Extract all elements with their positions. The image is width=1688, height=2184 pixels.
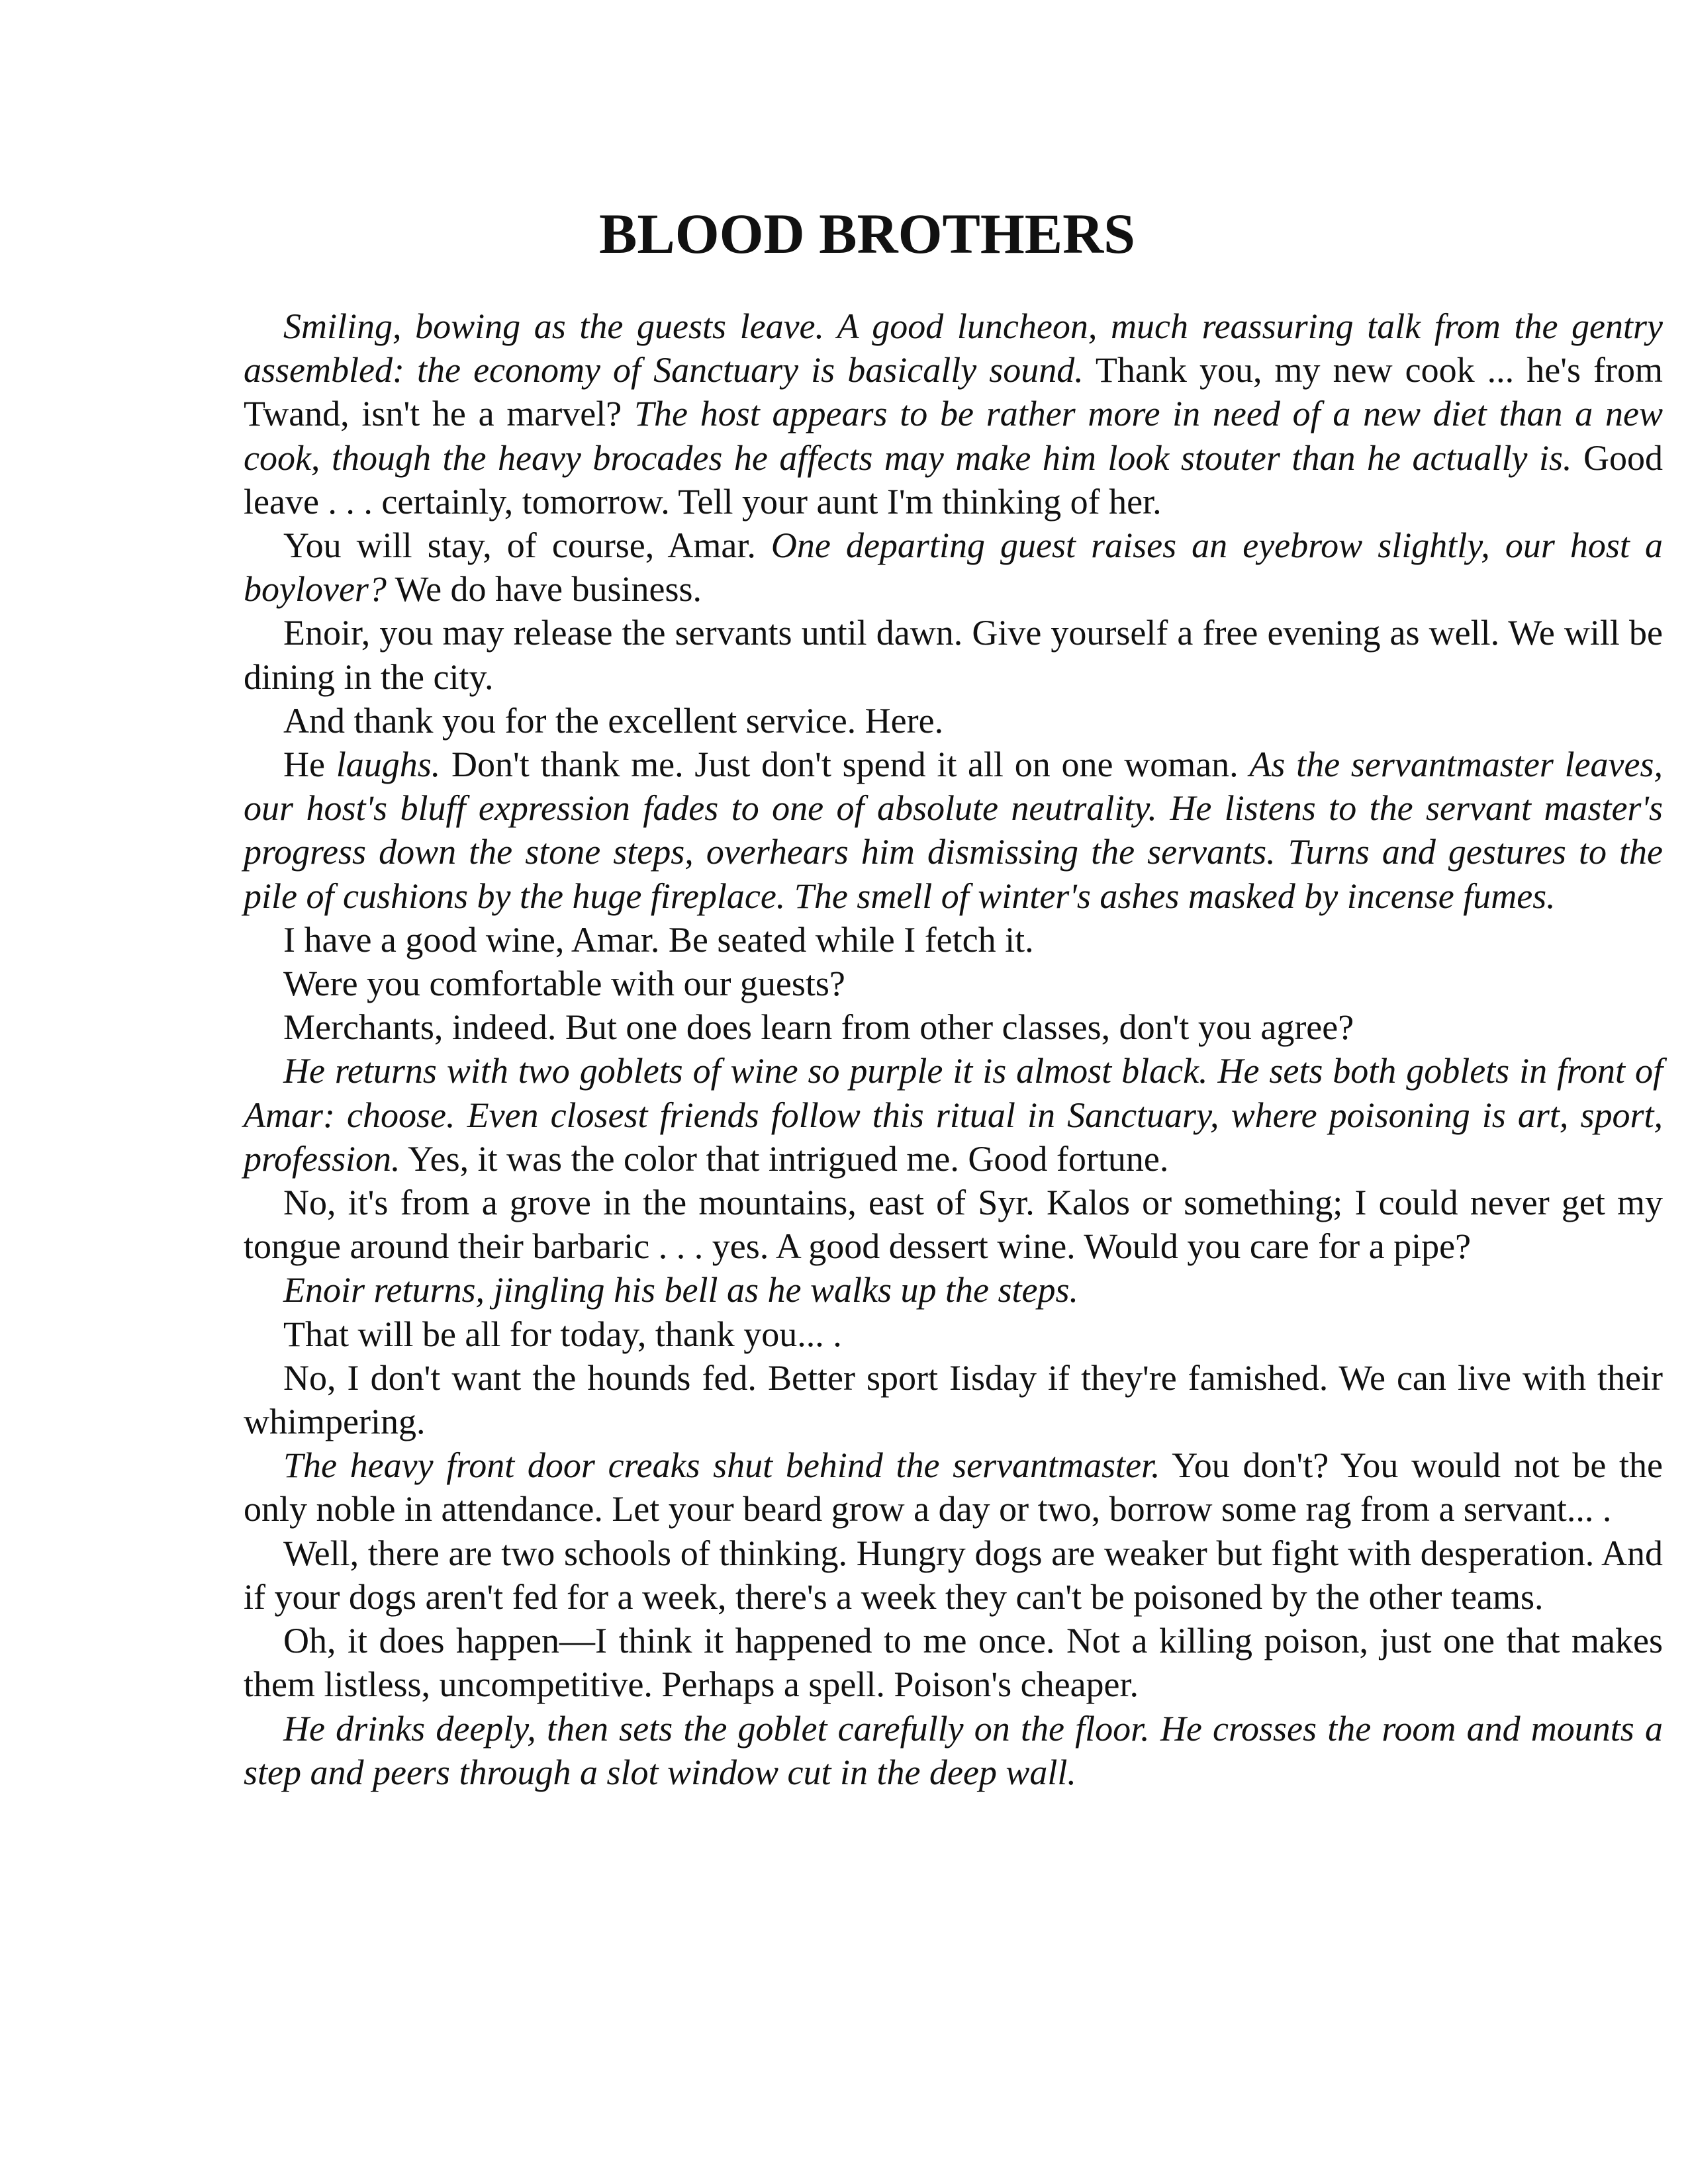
italic-text-run: He drinks deeply, then sets the goblet carefully on the floor. He crosses the room and mounts a step and peers through a slot window cut in the deep wall. bbox=[244, 1708, 1663, 1792]
italic-text-run: One departing guest raises an eyebrow slightly, our host a boylover? bbox=[244, 525, 1664, 610]
text-run: Oh, it does happen—I think it happened to me once. Not a killing poison, just one that makes them listless, uncompetitive. Perhaps a spell. Poison's cheaper. bbox=[244, 1621, 1663, 1705]
chapter-title: BLOOD BROTHERS bbox=[598, 202, 1136, 265]
text-run: No, I don't want the hounds fed. Better sport Iisday if they're famished. We can live with their whimpering. bbox=[244, 1357, 1663, 1442]
paragraph bbox=[244, 699, 1663, 743]
text-run: We do have business. bbox=[386, 569, 702, 610]
text-run: Enoir, you may release the servants until dawn. Give yourself a free evening as well. We will be dining in the city. bbox=[244, 613, 1663, 697]
text-run: And thank you for the excellent service. Here. bbox=[283, 700, 944, 741]
paragraph bbox=[244, 743, 1663, 918]
paragraph bbox=[244, 1268, 1663, 1312]
italic-text-run: As the servantmaster leaves, our host's bluff expression fades to one of absolute neutrality. He listens to the servant master's progress down the stone steps, overhears him dismissing the servants. Turns and gestures to the pile of cushions by the huge fireplace. The smell of winter's ashes masked by incense fumes. bbox=[244, 745, 1663, 916]
italic-text-run: Smiling, bowing as the guests leave. A good luncheon, much reassuring talk from the gentry assembled: the economy of Sanctuary is basically sound. bbox=[244, 306, 1663, 390]
text-run: You don't? You would not be the only noble in attendance. Let your beard grow a day or two, borrow some rag from a servant... . bbox=[244, 1445, 1663, 1529]
italic-text-run: He returns with two goblets of wine so purple it is almost black. He sets both goblets in front of Amar: choose. Even closest friends follow this ritual in Sanctuary, where poisoning is art, sport, profession. bbox=[244, 1051, 1663, 1179]
paragraph bbox=[244, 1049, 1663, 1181]
text-run: Don't thank me. Just don't spend it all on one woman. bbox=[440, 745, 1250, 785]
italic-text-run: Enoir returns, jingling his bell as he walks up the steps. bbox=[283, 1270, 1078, 1310]
paragraph bbox=[244, 1619, 1663, 1706]
text-run: No, it's from a grove in the mountains, east of Syr. Kalos or something; I could never get my tongue around their barbaric . . . yes. A good dessert wine. Would you care for a pipe? bbox=[244, 1183, 1663, 1267]
text-run: Merchants, indeed. But one does learn from other classes, don't you agree? bbox=[283, 1007, 1354, 1048]
paragraph bbox=[244, 1312, 1663, 1356]
text-run: Well, there are two schools of thinking. Hungry dogs are weaker but fight with desperation. And if your dogs aren't fed for a week, there's a week they can't be poisoned by the other teams. bbox=[244, 1533, 1663, 1617]
paragraph bbox=[244, 1181, 1663, 1268]
paragraph bbox=[244, 1356, 1663, 1443]
paragraph bbox=[244, 1531, 1663, 1619]
paragraph bbox=[244, 1005, 1663, 1049]
paragraph bbox=[244, 1707, 1663, 1794]
text-run: You will stay, of course, Amar. bbox=[283, 525, 771, 566]
paragraph bbox=[244, 918, 1663, 962]
text-run: Were you comfortable with our guests? bbox=[283, 964, 845, 1004]
paragraph bbox=[244, 962, 1663, 1005]
italic-text-run: The heavy front door creaks shut behind the servantmaster. bbox=[283, 1445, 1160, 1486]
text-run: Good leave . . . certainly, tomorrow. Tell your aunt I'm thinking of her. bbox=[244, 437, 1663, 522]
paragraph bbox=[244, 523, 1663, 611]
paragraph bbox=[244, 304, 1663, 523]
text-run: I have a good wine, Amar. Be seated while I fetch it. bbox=[283, 919, 1034, 960]
body-text bbox=[244, 304, 1663, 1794]
text-run: He bbox=[283, 745, 336, 785]
italic-text-run: laughs. bbox=[336, 745, 441, 785]
italic-text-run: The host appears to be rather more in need of a new diet than a new cook, though the heavy brocades he affects may make him look stouter than he actually is. bbox=[244, 394, 1663, 478]
text-run: That will be all for today, thank you... . bbox=[283, 1314, 842, 1354]
paragraph bbox=[244, 1443, 1663, 1531]
text-run: Thank you, my new cook ... he's from Twand, isn't he a marvel? bbox=[244, 350, 1664, 434]
paragraph bbox=[244, 611, 1663, 698]
text-run: Yes, it was the color that intrigued me. Good fortune. bbox=[400, 1138, 1169, 1179]
